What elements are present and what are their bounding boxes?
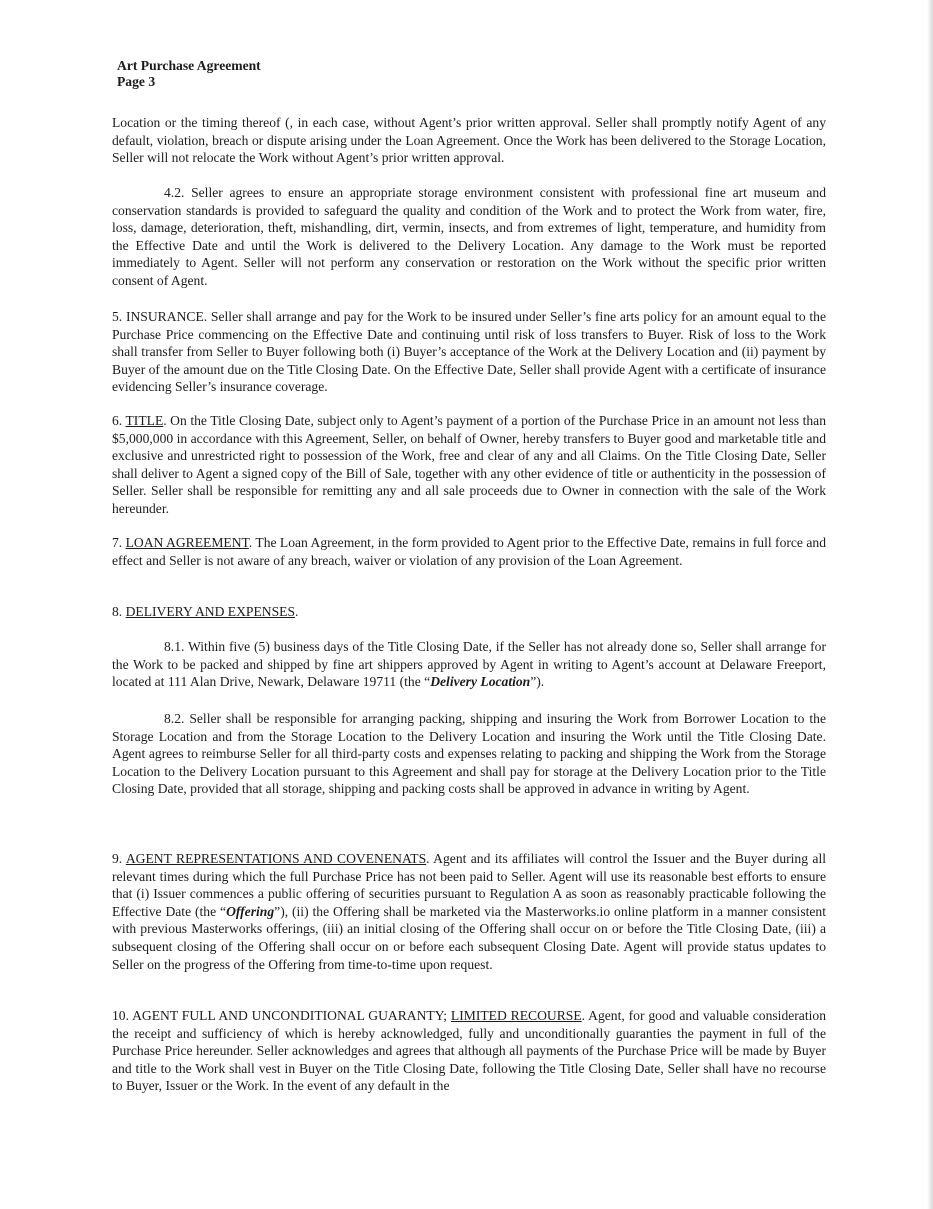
section-lead: 10. AGENT FULL AND UNCONDITIONAL GUARANTY; bbox=[112, 1008, 451, 1023]
section-body: . The Loan Agreement, in the form provided to Agent prior to the Effective Date, remains in full force and effect and Seller is not aware of any breach, waiver or violation of any provision of the Loan Agreement. bbox=[112, 535, 826, 568]
page-number: Page 3 bbox=[117, 74, 156, 89]
section-number: 8. bbox=[112, 604, 126, 619]
section-heading: DELIVERY AND EXPENSES bbox=[125, 604, 296, 619]
paragraph-10-guaranty bbox=[112, 1007, 826, 1095]
paragraph-9-agent-representations bbox=[112, 850, 826, 973]
section-body: . Agent, for good and valuable consideration the receipt and sufficiency of which is hereby acknowledged, fully and unconditionally guaranties the payment in full of the Purchase Price hereunder. Seller acknowledges and agrees that although all payments of the Purchase Price will be made by Buyer and title to the Work shall vest in Buyer on the Title Closing Date, following the Title Closing Date, Seller shall have no recourse to Buyer, Issuer or the Work. In the event of any default in the bbox=[112, 1008, 826, 1094]
section-body: 8.1. Within five (5) business days of the Title Closing Date, if the Seller has not already done so, Seller shall arrange for the Work to be packed and shipped by fine art shippers approved by Agent in writing to Agent’s account at Delaware Freeport, located at 111 Alan Drive, Newark, Delaware 19711 (the “ bbox=[112, 639, 826, 690]
section-number: 9. bbox=[112, 851, 126, 866]
section-heading: TITLE bbox=[125, 413, 164, 428]
section-heading: LOAN AGREEMENT bbox=[125, 535, 249, 550]
paragraph-5-insurance: 5. INSURANCE. Seller shall arrange and pay for the Work to be insured under Seller’s fine arts policy for an amount equal to the Purchase Price commencing on the Effective Date and continuing until risk of loss transfers to Buyer. Risk of loss to the Work shall transfer from Seller to Buyer following both (i) Buyer’s acceptance of the Work at the Delivery Location and (ii) payment by Buyer of the amount due on the Title Closing Date. On the Effective Date, Seller shall provide Agent with a certificate of insurance evidencing Seller’s insurance coverage. bbox=[112, 309, 826, 395]
section-tail: ”). bbox=[530, 674, 545, 690]
section-heading: AGENT REPRESENTATIONS AND COVENENATS bbox=[125, 851, 427, 866]
page-edge-shadow bbox=[927, 0, 933, 1209]
page-header bbox=[117, 58, 261, 90]
paragraph-8-1 bbox=[112, 638, 826, 691]
section-heading: LIMITED RECOURSE bbox=[450, 1008, 582, 1023]
paragraph-7-loan-agreement bbox=[112, 534, 826, 569]
paragraph-4-2: 4.2. Seller agrees to ensure an appropriate storage environment consistent with professional fine art museum and conservation standards is provided to safeguard the quality and condition of the Work and to protect the Work from water, fire, loss, damage, deterioration, theft, mishandling, dirt, vermin, insects, and from extremes of light, temperature, and humidity from the Effective Date and until the Work is delivered to the Delivery Location. Any damage to the Work must be reported immediately to Agent. Seller will not perform any conservation or restoration on the Work without the specific prior written consent of Agent. bbox=[112, 185, 826, 288]
section-body-continued: ”), (ii) the Offering shall be marketed via the Masterworks.io online platform in a manner consistent with previous Masterworks offerings, (iii) an initial closing of the Offering shall occur on or before the Title Closing Date, (iii) a subsequent closing of the Offering shall occur on or before each subsequent Closing Date. Agent will provide status updates to Seller on the progress of the Offering from time-to-time upon request. bbox=[112, 903, 826, 972]
paragraph-intro: Location or the timing thereof (, in each case, without Agent’s prior written approval. Seller shall promptly notify Agent of any default, violation, breach or dispute arising under the Loan Agreement. Once the Work has been delivered to the Storage Location, Seller will not relocate the Work without Agent’s prior written approval. bbox=[112, 115, 826, 166]
paragraph-8-delivery bbox=[112, 603, 826, 621]
section-tail: . bbox=[295, 604, 299, 619]
defined-term: Delivery Location bbox=[430, 674, 531, 690]
section-number: 6. bbox=[112, 413, 126, 428]
paragraph-8-2: 8.2. Seller shall be responsible for arranging packing, shipping and insuring the Work from Borrower Location to the Storage Location and from the Storage Location to the Delivery Location and insuring the Work until the Title Closing Date. Agent agrees to reimburse Seller for all third-party costs and expenses relating to packing and shipping the Work from the Storage Location to the Delivery Location pursuant to this Agreement and shall pay for storage at the Delivery Location prior to the Title Closing Date, provided that all storage, shipping and packing costs shall be approved in advance in writing by Agent. bbox=[112, 711, 826, 797]
section-body: . Agent and its affiliates will control the Issuer and the Buyer during all relevant times during which the full Purchase Price has not been paid to Seller. Agent will use its reasonable best efforts to ensure that (i) Issuer commences a public offering of securities pursuant to Regulation A as soon as reasonably practicable following the Effective Date (the “ bbox=[112, 851, 826, 919]
section-body: . On the Title Closing Date, subject only to Agent’s payment of a portion of the Purchase Price in an amount not less than $5,000,000 in accordance with this Agreement, Seller, on behalf of Owner, hereby transfers to Buyer good and marketable title and exclusive and unrestricted right to possession of the Work, free and clear of any and all Claims. On the Title Closing Date, Seller shall deliver to Agent a signed copy of the Bill of Sale, together with any other evidence of title or authenticity in the possession of Seller. Seller shall be responsible for remitting any and all sale proceeds due to Owner in connection with the sale of the Work hereunder. bbox=[112, 413, 826, 516]
document-title: Art Purchase Agreement bbox=[117, 58, 261, 73]
section-number: 7. bbox=[112, 535, 126, 550]
defined-term: Offering bbox=[226, 903, 275, 919]
paragraph-6-title bbox=[112, 412, 826, 518]
